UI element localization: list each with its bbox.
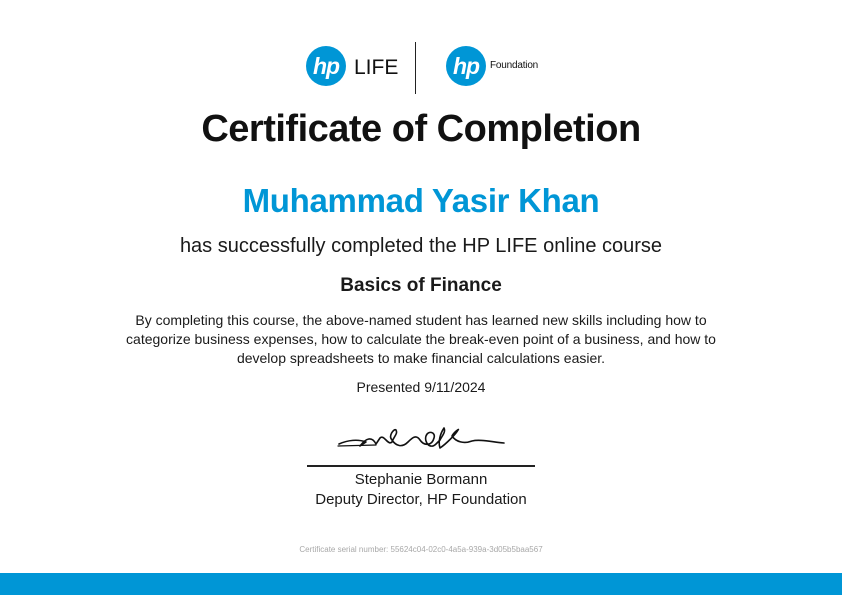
- hp-life-logo-icon: hp: [306, 46, 346, 86]
- signature-line: [307, 465, 535, 467]
- logo-divider: [415, 42, 416, 94]
- logo-header: [0, 42, 842, 94]
- recipient-name: Muhammad Yasir Khan: [242, 182, 600, 219]
- course-description: By completing this course, the above-named student has learned new skills including how to categorize business expenses, how to calculate the break-even point of a business, and how to develop spreadsheets to make financial calculations easier.: [126, 312, 716, 366]
- handwritten-signature: [336, 424, 508, 454]
- signatory-role: Deputy Director, HP Foundation: [315, 491, 527, 508]
- signatory-name: Stephanie Bormann: [354, 471, 488, 488]
- hp-life-logo-text: LIFE: [354, 56, 399, 79]
- footer-bar: [0, 573, 842, 595]
- hp-foundation-logo-icon: hp: [446, 46, 486, 86]
- presented-date: Presented 9/11/2024: [356, 379, 486, 395]
- certificate-title: Certificate of Completion: [201, 108, 641, 150]
- course-name: Basics of Finance: [340, 275, 502, 296]
- completion-statement: has successfully completed the HP LIFE online course: [179, 235, 663, 257]
- certificate-serial: Certificate serial number: 55624c04-02c0-4a5a-939a-3d05b5baa567: [299, 545, 543, 554]
- hp-foundation-logo-text: Foundation: [490, 60, 539, 71]
